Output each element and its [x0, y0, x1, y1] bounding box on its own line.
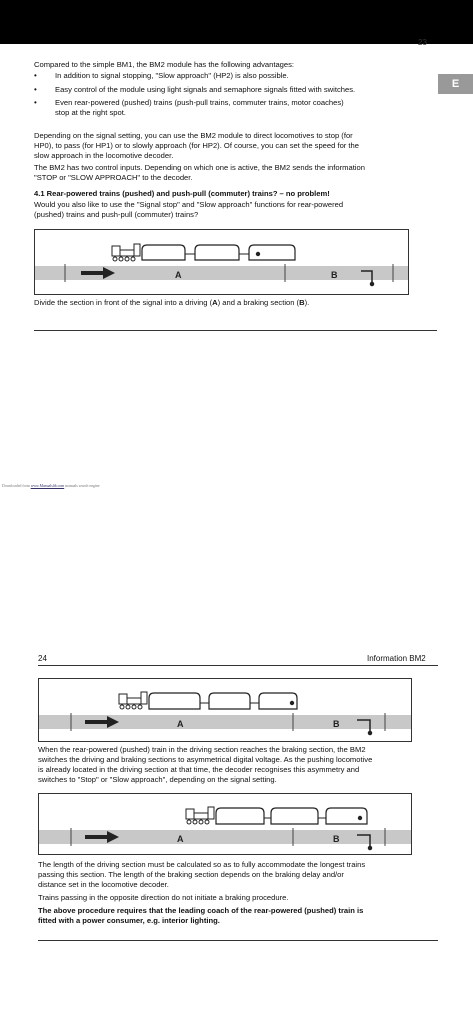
- section-label-b: B: [333, 719, 340, 729]
- coach-icon: [142, 245, 295, 260]
- track-diagram-2: [38, 678, 412, 742]
- locomotive-icon: [119, 692, 147, 709]
- bold-note: The above procedure requires that the leading coach of the rear-powered (pushed) train is: [38, 906, 364, 915]
- paragraph: Depending on the signal setting, you can use the BM2 module to direct locomotives to stop (for: [34, 131, 353, 140]
- top-black-bar: [0, 0, 473, 44]
- bullet-item: Even rear-powered (pushed) trains (push-pull trains, commuter trains, motor coaches): [55, 98, 344, 107]
- bullet-dot: •: [34, 71, 37, 80]
- bold-note: fitted with a power consumer, e.g. interior lighting.: [38, 916, 220, 925]
- language-tab-e: E: [438, 74, 473, 94]
- bullet-item-cont: stop at the right spot.: [55, 108, 126, 117]
- section-label-b: B: [333, 834, 340, 844]
- section-label-a: A: [177, 719, 184, 729]
- paragraph: switches the driving and braking sections to asymmetrical digital voltage. As the pushing locomotive: [38, 755, 373, 764]
- header-rule: [38, 665, 438, 666]
- bullet-item: Easy control of the module using light signals and semaphore signals fitted with switches.: [55, 85, 356, 94]
- intro-text: Compared to the simple BM1, the BM2 module has the following advantages:: [34, 60, 295, 69]
- page-number: 24: [38, 654, 47, 663]
- coach-icon: [149, 693, 297, 709]
- divider: [34, 330, 437, 331]
- paragraph: is already located in the driving section at that time, the decoder recognises this asymmetry and: [38, 765, 360, 774]
- diagram-caption: Divide the section in front of the signal into a driving (A) and a braking section (B).: [34, 298, 310, 307]
- bullet-item: In addition to signal stopping, "Slow approach" (HP2) is also possible.: [55, 71, 289, 80]
- paragraph: When the rear-powered (pushed) train in the driving section reaches the braking section, the BM2: [38, 745, 366, 754]
- paragraph: The length of the driving section must be calculated so as to fully accommodate the longest trains: [38, 860, 366, 869]
- diagram-svg: [35, 230, 408, 294]
- section-heading: 4.1 Rear-powered trains (pushed) and push-pull (commuter) trains? – no problem!: [34, 189, 330, 198]
- paragraph: switches to "Stop" or "Slow approach", depending on the signal setting.: [38, 775, 277, 784]
- bullet-dot: •: [34, 98, 37, 107]
- paragraph: passing this section. The length of the braking section depends on the braking delay and/or: [38, 870, 344, 879]
- section-label-a: A: [177, 834, 184, 844]
- coach-icon: [216, 808, 367, 824]
- paragraph: "STOP or "SLOW APPROACH" to the decoder.: [34, 173, 193, 182]
- paragraph: The BM2 has two control inputs. Depending on which one is active, the BM2 sends the information: [34, 163, 365, 172]
- locomotive-icon: [112, 244, 140, 261]
- page-header: Information BM2: [367, 654, 426, 663]
- bullet-dot: •: [34, 85, 37, 94]
- page-number: 23: [418, 38, 427, 47]
- paragraph: Would you also like to use the "Signal stop" and "Slow approach" functions for rear-powered: [34, 200, 344, 209]
- paragraph: Trains passing in the opposite direction do not initiate a braking procedure.: [38, 893, 289, 902]
- paragraph: distance set in the locomotive decoder.: [38, 880, 169, 889]
- paragraph: HP0), to pass (for HP1) or to slowly approach (for HP2). Of course, you can set the speed for the: [34, 141, 359, 150]
- manualslib-link[interactable]: www.Manualslib.com: [30, 484, 65, 488]
- section-label-a: A: [175, 270, 182, 280]
- track-diagram-3: [38, 793, 412, 855]
- paragraph: (pushed) trains and push-pull (commuter) trains?: [34, 210, 199, 219]
- divider: [38, 940, 438, 941]
- diagram-svg: [39, 794, 411, 854]
- locomotive-icon: [186, 807, 214, 824]
- paragraph: slow approach in the locomotive decoder.: [34, 151, 174, 160]
- diagram-svg: [39, 679, 411, 741]
- section-label-b: B: [331, 270, 338, 280]
- download-footer: Downloaded from www.Manualslib.com manuals search engine: [2, 484, 100, 488]
- track-diagram-1: [34, 229, 409, 295]
